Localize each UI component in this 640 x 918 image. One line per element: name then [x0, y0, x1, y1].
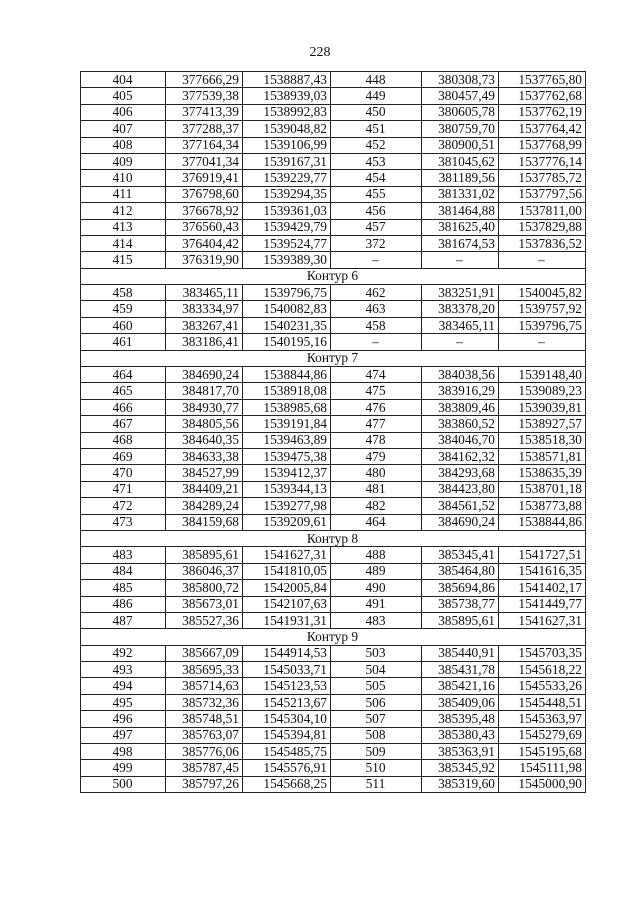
- table-row: [81, 317, 586, 333]
- y-coordinate-cell: 1539048,82: [243, 121, 331, 137]
- x-coordinate-cell: 377666,29: [166, 72, 243, 88]
- point-number-cell: 450: [331, 104, 422, 120]
- table-row: [81, 481, 586, 497]
- point-number-cell: 489: [331, 563, 422, 579]
- section-title: Контур 6: [81, 268, 586, 284]
- x-coordinate-cell: 385319,60: [422, 776, 499, 792]
- x-coordinate-cell: –: [422, 334, 499, 350]
- y-coordinate-cell: 1539389,30: [243, 252, 331, 268]
- point-number-cell: 449: [331, 88, 422, 104]
- x-coordinate-cell: 385421,16: [422, 678, 499, 694]
- x-coordinate-cell: 385673,01: [166, 596, 243, 612]
- table-row: [81, 563, 586, 579]
- point-number-cell: 412: [81, 203, 166, 219]
- x-coordinate-cell: 384046,70: [422, 432, 499, 448]
- y-coordinate-cell: 1538939,03: [243, 88, 331, 104]
- point-number-cell: 462: [331, 285, 422, 301]
- x-coordinate-cell: 376678,92: [166, 203, 243, 219]
- point-number-cell: 487: [81, 612, 166, 628]
- x-coordinate-cell: 385440,91: [422, 645, 499, 661]
- y-coordinate-cell: –: [499, 252, 586, 268]
- point-number-cell: 451: [331, 121, 422, 137]
- x-coordinate-cell: 381674,53: [422, 235, 499, 251]
- y-coordinate-cell: 1545123,53: [243, 678, 331, 694]
- y-coordinate-cell: 1539106,99: [243, 137, 331, 153]
- table-row: [81, 596, 586, 612]
- x-coordinate-cell: 377288,37: [166, 121, 243, 137]
- x-coordinate-cell: 377539,38: [166, 88, 243, 104]
- point-number-cell: 456: [331, 203, 422, 219]
- point-number-cell: 498: [81, 744, 166, 760]
- point-number-cell: 493: [81, 662, 166, 678]
- y-coordinate-cell: 1537785,72: [499, 170, 586, 186]
- x-coordinate-cell: 384159,68: [166, 514, 243, 530]
- x-coordinate-cell: 380457,49: [422, 88, 499, 104]
- point-number-cell: 507: [331, 711, 422, 727]
- x-coordinate-cell: 384409,21: [166, 481, 243, 497]
- x-coordinate-cell: 385797,26: [166, 776, 243, 792]
- x-coordinate-cell: 385363,91: [422, 744, 499, 760]
- x-coordinate-cell: 385345,92: [422, 760, 499, 776]
- x-coordinate-cell: 385409,06: [422, 694, 499, 710]
- x-coordinate-cell: 377413,39: [166, 104, 243, 120]
- y-coordinate-cell: 1538927,57: [499, 416, 586, 432]
- x-coordinate-cell: 376560,43: [166, 219, 243, 235]
- y-coordinate-cell: 1545279,69: [499, 727, 586, 743]
- point-number-cell: 469: [81, 448, 166, 464]
- x-coordinate-cell: 376798,60: [166, 186, 243, 202]
- y-coordinate-cell: 1538992,83: [243, 104, 331, 120]
- y-coordinate-cell: 1539167,31: [243, 153, 331, 169]
- table-row: [81, 744, 586, 760]
- point-number-cell: –: [331, 252, 422, 268]
- point-number-cell: 414: [81, 235, 166, 251]
- point-number-cell: 478: [331, 432, 422, 448]
- x-coordinate-cell: 384293,68: [422, 465, 499, 481]
- y-coordinate-cell: 1539277,98: [243, 498, 331, 514]
- point-number-cell: 461: [81, 334, 166, 350]
- y-coordinate-cell: 1538773,88: [499, 498, 586, 514]
- point-number-cell: 455: [331, 186, 422, 202]
- y-coordinate-cell: 1541449,77: [499, 596, 586, 612]
- y-coordinate-cell: 1538844,86: [243, 367, 331, 383]
- point-number-cell: 491: [331, 596, 422, 612]
- y-coordinate-cell: 1539039,81: [499, 399, 586, 415]
- table-row: [81, 186, 586, 202]
- point-number-cell: 474: [331, 367, 422, 383]
- y-coordinate-cell: 1545485,75: [243, 744, 331, 760]
- y-coordinate-cell: 1540195,16: [243, 334, 331, 350]
- point-number-cell: 407: [81, 121, 166, 137]
- point-number-cell: 486: [81, 596, 166, 612]
- table-row: [81, 367, 586, 383]
- point-number-cell: 495: [81, 694, 166, 710]
- point-number-cell: 453: [331, 153, 422, 169]
- x-coordinate-cell: 385464,80: [422, 563, 499, 579]
- point-number-cell: 479: [331, 448, 422, 464]
- x-coordinate-cell: 385667,09: [166, 645, 243, 661]
- table-row: [81, 153, 586, 169]
- x-coordinate-cell: 385695,33: [166, 662, 243, 678]
- table-row: [81, 219, 586, 235]
- x-coordinate-cell: 383809,46: [422, 399, 499, 415]
- x-coordinate-cell: 385380,43: [422, 727, 499, 743]
- x-coordinate-cell: 381045,62: [422, 153, 499, 169]
- table-row: [81, 235, 586, 251]
- point-number-cell: 413: [81, 219, 166, 235]
- point-number-cell: 503: [331, 645, 422, 661]
- y-coordinate-cell: 1537762,68: [499, 88, 586, 104]
- x-coordinate-cell: 386046,37: [166, 563, 243, 579]
- x-coordinate-cell: 384527,99: [166, 465, 243, 481]
- x-coordinate-cell: 385787,45: [166, 760, 243, 776]
- y-coordinate-cell: 1537797,56: [499, 186, 586, 202]
- point-number-cell: 496: [81, 711, 166, 727]
- point-number-cell: 511: [331, 776, 422, 792]
- table-row: [81, 727, 586, 743]
- x-coordinate-cell: 385748,51: [166, 711, 243, 727]
- x-coordinate-cell: 385527,36: [166, 612, 243, 628]
- point-number-cell: 460: [81, 317, 166, 333]
- x-coordinate-cell: 384633,38: [166, 448, 243, 464]
- point-number-cell: 483: [331, 612, 422, 628]
- y-coordinate-cell: 1539191,84: [243, 416, 331, 432]
- y-coordinate-cell: 1541931,31: [243, 612, 331, 628]
- x-coordinate-cell: 380900,51: [422, 137, 499, 153]
- page-number: 228: [309, 45, 331, 60]
- y-coordinate-cell: 1545363,97: [499, 711, 586, 727]
- x-coordinate-cell: –: [422, 252, 499, 268]
- point-number-cell: 482: [331, 498, 422, 514]
- y-coordinate-cell: 1542005,84: [243, 580, 331, 596]
- point-number-cell: –: [331, 334, 422, 350]
- y-coordinate-cell: 1539796,75: [499, 317, 586, 333]
- x-coordinate-cell: 384640,35: [166, 432, 243, 448]
- y-coordinate-cell: 1538985,68: [243, 399, 331, 415]
- y-coordinate-cell: 1537836,52: [499, 235, 586, 251]
- y-coordinate-cell: 1539412,37: [243, 465, 331, 481]
- y-coordinate-cell: 1542107,63: [243, 596, 331, 612]
- table-row: [81, 301, 586, 317]
- point-number-cell: 505: [331, 678, 422, 694]
- x-coordinate-cell: 384162,32: [422, 448, 499, 464]
- table-row: [81, 252, 586, 268]
- y-coordinate-cell: 1539148,40: [499, 367, 586, 383]
- y-coordinate-cell: 1539089,23: [499, 383, 586, 399]
- y-coordinate-cell: 1545000,90: [499, 776, 586, 792]
- table-row: [81, 776, 586, 792]
- table-row: [81, 678, 586, 694]
- table-row: [81, 203, 586, 219]
- y-coordinate-cell: 1545304,10: [243, 711, 331, 727]
- point-number-cell: 464: [81, 367, 166, 383]
- y-coordinate-cell: 1538635,39: [499, 465, 586, 481]
- point-number-cell: 466: [81, 399, 166, 415]
- x-coordinate-cell: 381189,56: [422, 170, 499, 186]
- y-coordinate-cell: 1545394,81: [243, 727, 331, 743]
- point-number-cell: 497: [81, 727, 166, 743]
- y-coordinate-cell: 1537811,00: [499, 203, 586, 219]
- point-number-cell: 476: [331, 399, 422, 415]
- table-row: [81, 104, 586, 120]
- table-row: [81, 399, 586, 415]
- x-coordinate-cell: 380605,78: [422, 104, 499, 120]
- table-row: [81, 88, 586, 104]
- x-coordinate-cell: 385895,61: [166, 547, 243, 563]
- point-number-cell: 480: [331, 465, 422, 481]
- point-number-cell: 448: [331, 72, 422, 88]
- y-coordinate-cell: 1538701,18: [499, 481, 586, 497]
- table-row: [81, 645, 586, 661]
- point-number-cell: 473: [81, 514, 166, 530]
- x-coordinate-cell: 383916,29: [422, 383, 499, 399]
- section-header-row: [81, 530, 586, 546]
- y-coordinate-cell: –: [499, 334, 586, 350]
- y-coordinate-cell: 1541616,35: [499, 563, 586, 579]
- x-coordinate-cell: 383378,20: [422, 301, 499, 317]
- y-coordinate-cell: 1537768,99: [499, 137, 586, 153]
- point-number-cell: 468: [81, 432, 166, 448]
- table-row: [81, 137, 586, 153]
- point-number-cell: 408: [81, 137, 166, 153]
- point-number-cell: 484: [81, 563, 166, 579]
- x-coordinate-cell: 381331,02: [422, 186, 499, 202]
- point-number-cell: 481: [331, 481, 422, 497]
- table-row: [81, 662, 586, 678]
- point-number-cell: 471: [81, 481, 166, 497]
- y-coordinate-cell: 1541727,51: [499, 547, 586, 563]
- point-number-cell: 504: [331, 662, 422, 678]
- y-coordinate-cell: 1545195,68: [499, 744, 586, 760]
- y-coordinate-cell: 1538518,30: [499, 432, 586, 448]
- x-coordinate-cell: 376404,42: [166, 235, 243, 251]
- y-coordinate-cell: 1545033,71: [243, 662, 331, 678]
- point-number-cell: 459: [81, 301, 166, 317]
- table-row: [81, 416, 586, 432]
- y-coordinate-cell: 1541402,17: [499, 580, 586, 596]
- point-number-cell: 508: [331, 727, 422, 743]
- y-coordinate-cell: 1539294,35: [243, 186, 331, 202]
- y-coordinate-cell: 1545668,25: [243, 776, 331, 792]
- point-number-cell: 509: [331, 744, 422, 760]
- x-coordinate-cell: 385431,78: [422, 662, 499, 678]
- table-row: [81, 498, 586, 514]
- y-coordinate-cell: 1537764,42: [499, 121, 586, 137]
- point-number-cell: 506: [331, 694, 422, 710]
- table-row: [81, 383, 586, 399]
- x-coordinate-cell: 383334,97: [166, 301, 243, 317]
- y-coordinate-cell: 1538887,43: [243, 72, 331, 88]
- y-coordinate-cell: 1545448,51: [499, 694, 586, 710]
- section-title: Контур 8: [81, 530, 586, 546]
- x-coordinate-cell: 380308,73: [422, 72, 499, 88]
- y-coordinate-cell: 1538844,86: [499, 514, 586, 530]
- point-number-cell: 409: [81, 153, 166, 169]
- x-coordinate-cell: 385895,61: [422, 612, 499, 628]
- y-coordinate-cell: 1541810,05: [243, 563, 331, 579]
- x-coordinate-cell: 383251,91: [422, 285, 499, 301]
- y-coordinate-cell: 1537762,19: [499, 104, 586, 120]
- y-coordinate-cell: 1544914,53: [243, 645, 331, 661]
- y-coordinate-cell: 1545703,35: [499, 645, 586, 661]
- x-coordinate-cell: 383860,52: [422, 416, 499, 432]
- point-number-cell: 458: [331, 317, 422, 333]
- x-coordinate-cell: 385763,07: [166, 727, 243, 743]
- point-number-cell: 410: [81, 170, 166, 186]
- point-number-cell: 464: [331, 514, 422, 530]
- point-number-cell: 454: [331, 170, 422, 186]
- y-coordinate-cell: 1541627,31: [499, 612, 586, 628]
- coordinates-table: [80, 71, 586, 793]
- x-coordinate-cell: 384690,24: [166, 367, 243, 383]
- x-coordinate-cell: 377041,34: [166, 153, 243, 169]
- x-coordinate-cell: 383465,11: [422, 317, 499, 333]
- x-coordinate-cell: 383465,11: [166, 285, 243, 301]
- table-row: [81, 514, 586, 530]
- y-coordinate-cell: 1545576,91: [243, 760, 331, 776]
- x-coordinate-cell: 385776,06: [166, 744, 243, 760]
- table-row: [81, 432, 586, 448]
- point-number-cell: 500: [81, 776, 166, 792]
- x-coordinate-cell: 376319,90: [166, 252, 243, 268]
- point-number-cell: 467: [81, 416, 166, 432]
- y-coordinate-cell: 1539796,75: [243, 285, 331, 301]
- y-coordinate-cell: 1537765,80: [499, 72, 586, 88]
- section-header-row: [81, 629, 586, 645]
- x-coordinate-cell: 384423,80: [422, 481, 499, 497]
- point-number-cell: 405: [81, 88, 166, 104]
- point-number-cell: 470: [81, 465, 166, 481]
- table-row: [81, 612, 586, 628]
- table-row: [81, 334, 586, 350]
- x-coordinate-cell: 383186,41: [166, 334, 243, 350]
- table-row: [81, 760, 586, 776]
- point-number-cell: 404: [81, 72, 166, 88]
- y-coordinate-cell: 1539229,77: [243, 170, 331, 186]
- x-coordinate-cell: 385732,36: [166, 694, 243, 710]
- x-coordinate-cell: 381625,40: [422, 219, 499, 235]
- table-row: [81, 170, 586, 186]
- y-coordinate-cell: 1538918,08: [243, 383, 331, 399]
- point-number-cell: 458: [81, 285, 166, 301]
- table-row: [81, 72, 586, 88]
- x-coordinate-cell: 384817,70: [166, 383, 243, 399]
- y-coordinate-cell: 1541627,31: [243, 547, 331, 563]
- point-number-cell: 465: [81, 383, 166, 399]
- x-coordinate-cell: 385800,72: [166, 580, 243, 596]
- table-row: [81, 694, 586, 710]
- y-coordinate-cell: 1540045,82: [499, 285, 586, 301]
- y-coordinate-cell: 1545213,67: [243, 694, 331, 710]
- point-number-cell: 452: [331, 137, 422, 153]
- x-coordinate-cell: 381464,88: [422, 203, 499, 219]
- point-number-cell: 463: [331, 301, 422, 317]
- x-coordinate-cell: 376919,41: [166, 170, 243, 186]
- point-number-cell: 415: [81, 252, 166, 268]
- table-row: [81, 465, 586, 481]
- y-coordinate-cell: 1537776,14: [499, 153, 586, 169]
- point-number-cell: 510: [331, 760, 422, 776]
- table-row: [81, 448, 586, 464]
- table-row: [81, 547, 586, 563]
- point-number-cell: 483: [81, 547, 166, 563]
- y-coordinate-cell: 1539463,89: [243, 432, 331, 448]
- y-coordinate-cell: 1540231,35: [243, 317, 331, 333]
- y-coordinate-cell: 1538571,81: [499, 448, 586, 464]
- table-row: [81, 285, 586, 301]
- y-coordinate-cell: 1539209,61: [243, 514, 331, 530]
- x-coordinate-cell: 384930,77: [166, 399, 243, 415]
- point-number-cell: 488: [331, 547, 422, 563]
- y-coordinate-cell: 1545618,22: [499, 662, 586, 678]
- x-coordinate-cell: 384805,56: [166, 416, 243, 432]
- point-number-cell: 477: [331, 416, 422, 432]
- y-coordinate-cell: 1539429,79: [243, 219, 331, 235]
- point-number-cell: 494: [81, 678, 166, 694]
- y-coordinate-cell: 1539361,03: [243, 203, 331, 219]
- point-number-cell: 499: [81, 760, 166, 776]
- y-coordinate-cell: 1539344,13: [243, 481, 331, 497]
- table-row: [81, 711, 586, 727]
- coordinates-table-body: [81, 72, 586, 793]
- y-coordinate-cell: 1539757,92: [499, 301, 586, 317]
- x-coordinate-cell: 377164,34: [166, 137, 243, 153]
- point-number-cell: 372: [331, 235, 422, 251]
- y-coordinate-cell: 1537829,88: [499, 219, 586, 235]
- x-coordinate-cell: 384690,24: [422, 514, 499, 530]
- x-coordinate-cell: 385345,41: [422, 547, 499, 563]
- table-row: [81, 580, 586, 596]
- y-coordinate-cell: 1539475,38: [243, 448, 331, 464]
- x-coordinate-cell: 385738,77: [422, 596, 499, 612]
- x-coordinate-cell: 385694,86: [422, 580, 499, 596]
- point-number-cell: 472: [81, 498, 166, 514]
- x-coordinate-cell: 384038,56: [422, 367, 499, 383]
- x-coordinate-cell: 384561,52: [422, 498, 499, 514]
- point-number-cell: 406: [81, 104, 166, 120]
- point-number-cell: 492: [81, 645, 166, 661]
- section-title: Контур 9: [81, 629, 586, 645]
- x-coordinate-cell: 384289,24: [166, 498, 243, 514]
- section-title: Контур 7: [81, 350, 586, 366]
- y-coordinate-cell: 1539524,77: [243, 235, 331, 251]
- y-coordinate-cell: 1545533,26: [499, 678, 586, 694]
- x-coordinate-cell: 383267,41: [166, 317, 243, 333]
- y-coordinate-cell: 1540082,83: [243, 301, 331, 317]
- y-coordinate-cell: 1545111,98: [499, 760, 586, 776]
- table-row: [81, 121, 586, 137]
- section-header-row: [81, 350, 586, 366]
- x-coordinate-cell: 380759,70: [422, 121, 499, 137]
- x-coordinate-cell: 385395,48: [422, 711, 499, 727]
- section-header-row: [81, 268, 586, 284]
- x-coordinate-cell: 385714,63: [166, 678, 243, 694]
- point-number-cell: 411: [81, 186, 166, 202]
- point-number-cell: 475: [331, 383, 422, 399]
- point-number-cell: 485: [81, 580, 166, 596]
- point-number-cell: 490: [331, 580, 422, 596]
- point-number-cell: 457: [331, 219, 422, 235]
